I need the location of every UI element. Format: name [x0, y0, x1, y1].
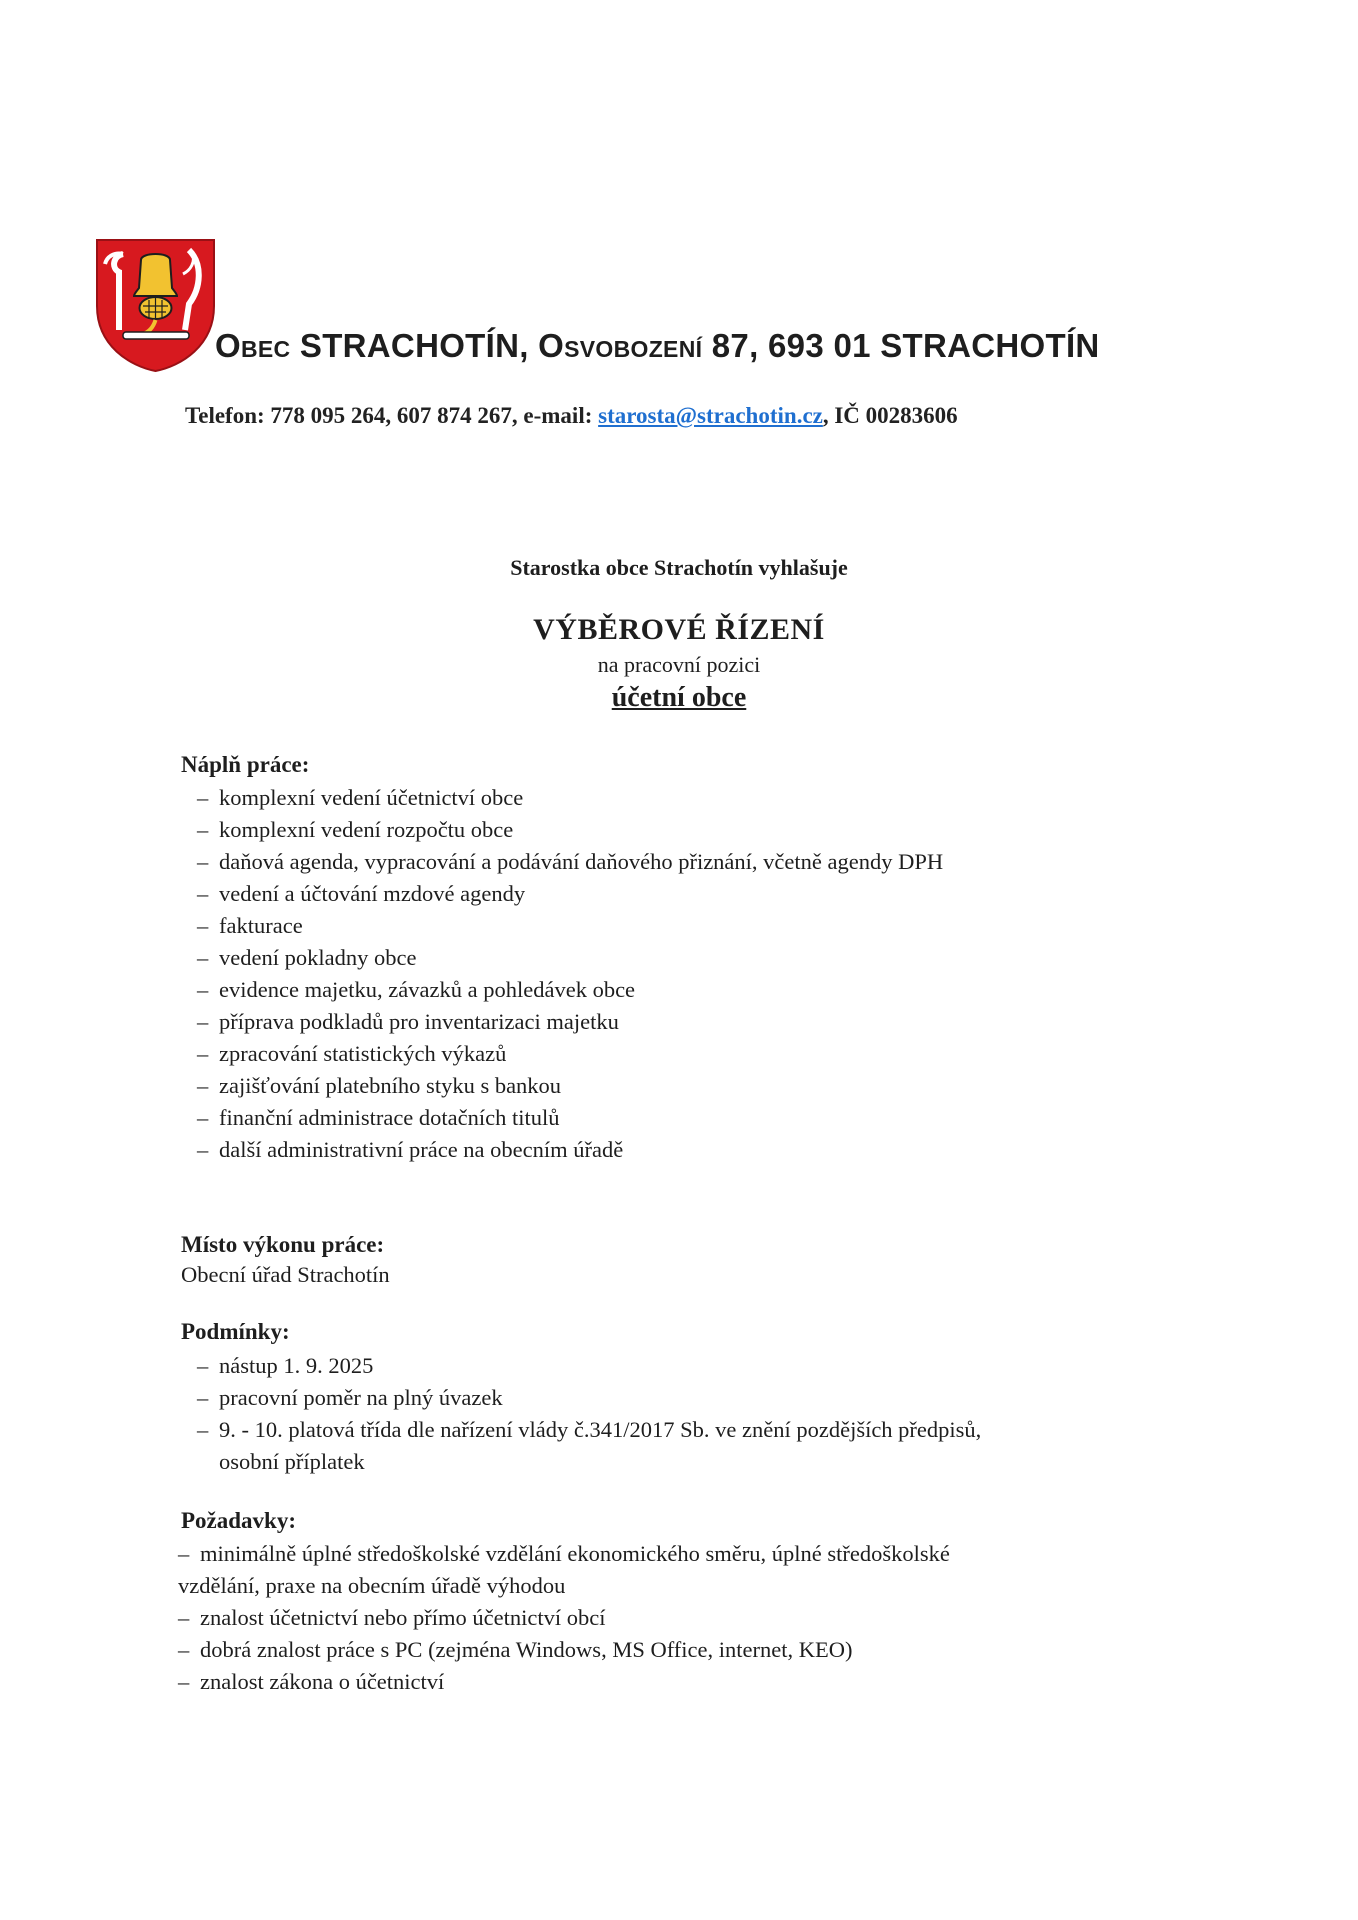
contact-line	[185, 403, 958, 429]
list-item: – znalost zákona o účetnictví	[178, 1669, 445, 1694]
org-osvobozeni: Osvobození	[538, 327, 703, 364]
requirements-list	[178, 1538, 950, 1698]
list-item: – fakturace	[197, 913, 303, 938]
list-item: – příprava podkladů pro inventarizaci majetku	[197, 1009, 619, 1034]
list-item: – minimálně úplné středoškolské vzdělání ekonomického směru, úplné středoškolské	[178, 1541, 950, 1566]
email-link[interactable]: starosta@strachotin.cz	[598, 403, 823, 428]
list-item: – nástup 1. 9. 2025	[197, 1353, 374, 1378]
duties-heading: Náplň práce:	[181, 752, 310, 777]
list-item: – dobrá znalost práce s PC (zejména Windows, MS Office, internet, KEO)	[178, 1637, 853, 1662]
municipal-coat-of-arms-icon	[93, 234, 218, 372]
org-address: 87, 693 01 STRACHOTÍN	[702, 327, 1100, 364]
contact-prefix: Telefon: 778 095 264, 607 874 267, e-mail:	[185, 403, 599, 428]
list-item-continuation: osobní příplatek	[219, 1449, 365, 1474]
announcer-text: Starostka obce Strachotín vyhlašuje	[510, 555, 848, 580]
position-name: účetní obce	[611, 682, 747, 713]
list-item: – 9. - 10. platová třída dle nařízení vlády č.341/2017 Sb. ve znění pozdějších předpisů,	[197, 1417, 982, 1442]
org-obec: Obec	[215, 327, 291, 364]
position-label: na pracovní pozici	[597, 652, 761, 677]
duties-list	[197, 782, 943, 1166]
list-item: – vedení pokladny obce	[197, 945, 417, 970]
workplace-heading: Místo výkonu práce:	[181, 1232, 385, 1257]
list-item: – vedení a účtování mzdové agendy	[197, 881, 526, 906]
list-item: – znalost účetnictví nebo přímo účetnictví obcí	[178, 1605, 606, 1630]
list-item: – další administrativní práce na obecním úřadě	[197, 1137, 624, 1162]
list-item-continuation: vzdělání, praxe na obecním úřadě výhodou	[178, 1573, 566, 1598]
list-item: – komplexní vedení účetnictví obce	[197, 785, 524, 810]
contact-suffix: , IČ 00283606	[822, 403, 958, 428]
workplace-value: Obecní úřad Strachotín	[181, 1262, 390, 1287]
requirements-heading: Požadavky:	[181, 1508, 296, 1533]
conditions-list	[197, 1350, 981, 1478]
list-item: – komplexní vedení rozpočtu obce	[197, 817, 514, 842]
list-item: – finanční administrace dotačních titulů	[197, 1105, 560, 1130]
org-name: STRACHOTÍN,	[290, 327, 539, 364]
list-item: – zpracování statistických výkazů	[197, 1041, 507, 1066]
conditions-heading: Podmínky:	[181, 1319, 290, 1344]
page-title: VÝBĚROVÉ ŘÍZENÍ	[533, 613, 825, 646]
list-item: – zajišťování platebního styku s bankou	[197, 1073, 562, 1098]
organization-name	[215, 327, 1315, 365]
list-item: – pracovní poměr na plný úvazek	[197, 1385, 503, 1410]
list-item: – daňová agenda, vypracování a podávání daňového přiznání, včetně agendy DPH	[197, 849, 944, 874]
list-item: – evidence majetku, závazků a pohledávek obce	[197, 977, 636, 1002]
